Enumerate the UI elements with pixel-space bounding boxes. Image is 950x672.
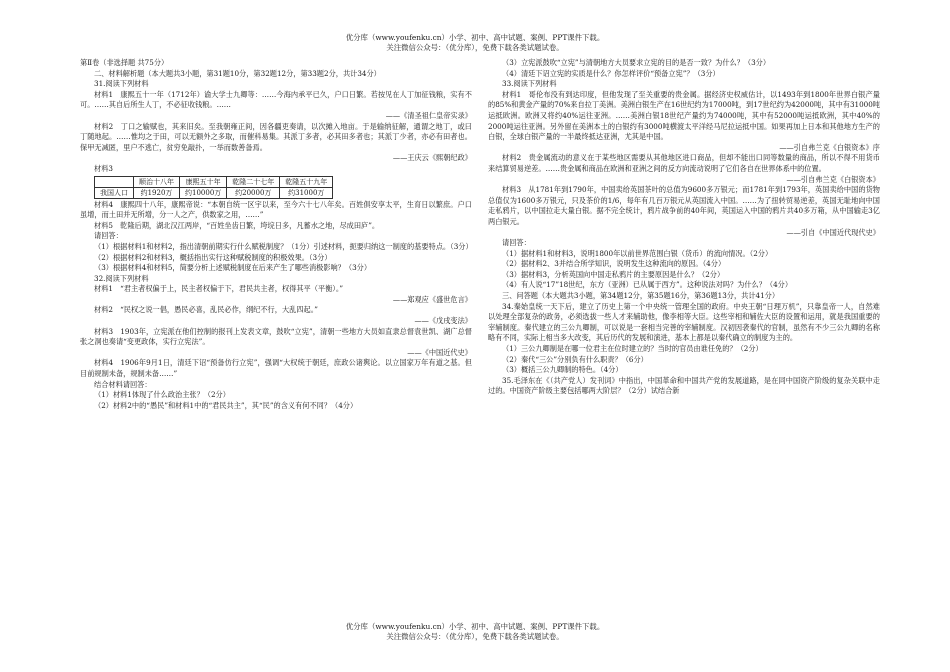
- header-line-2: 关注微信公众号：（优分库），免费下载各类试题试卷。: [386, 43, 564, 52]
- q34-question-1: （1）三公九卿制是在哪一位君主在位时建立的？当时的官员由谁任免的？（2分）: [502, 344, 763, 354]
- table-cell: 顺治十八年: [134, 176, 180, 187]
- q32-material-4: 材料4 1906年9月1日，清廷下诏“预备仿行立宪”，强调“大权统于朝廷，庶政公诸舆论。以立国家万年有道之基。但目前规制未备，规制未备……”: [80, 358, 472, 379]
- q34-text: 34.秦始皇统一天下后，建立了历史上第一个中央统一管理全国的政府。中央王朝“日理万机”，只靠皇帝一人，自然难以处理全部复杂的政务，必须选拔一些人才来辅助他，像李相等大臣。这些宰相和辅佐大臣的设置和运用，就是我国重要的宰辅制度。秦代建立的三公九卿制，可以说是一套相当完善的宰辅制度。汉初因袭秦代的官制，虽然有不少三公九卿的名称略有不同，实际上相当多大改变，其后历代的发展和演进，基本上都是以秦代确立的制度为主的。: [488, 301, 880, 343]
- section-3-title: 三、问答题（本大题共3小题，第34题12分，第35题16分，第36题13分，共计41分）: [502, 291, 780, 301]
- q32-title: 32.阅读下列材料: [94, 273, 149, 283]
- q34-question-2: （2）秦代“三公”分别负有什么职责？（6分）: [502, 354, 648, 364]
- left-column: [80, 58, 472, 411]
- page-footer: [0, 622, 950, 642]
- q31-question-2: （2）根据材料2和材料3，概括指出实行这种赋税制度的积极效果。（3分）: [94, 252, 332, 262]
- q32-question-1: （1）材料1体现了什么政治主张？（2分）: [94, 390, 230, 400]
- table-cell: 我国人口: [95, 187, 134, 198]
- q31-material-1: 材料1 康熙五十一年（1712年）谕大学士九卿等：……今海内承平已久，户口日繁。若按见在人丁加征钱粮，实有不可。……其自后所生人丁，不必征收钱粮。……: [80, 89, 472, 110]
- q32-question-4: （4）清廷下诏立宪的实质是什么？你怎样评价“预备立宪”？（3分）: [502, 68, 720, 78]
- q33-material-3: 材料3 从1781年到1790年，中国卖给英国茶叶的总值为9600多万银元；而1781年到1793年，英国卖给中国的货物总值仅为1600多万银元，只及茶价的1/6，每年有几百万银元从英国流入中国。……为了扭转贸易逆差，英国无耻地向中国走私鸦片，以中国拉走大量白银。据不完全统计，鸦片战争前的40年间，英国运入中国的鸦片共40多万箱，从中国输走3亿两白银元。: [488, 185, 880, 226]
- q33-material-2-source: ——引自弗兰克《白银资本》: [786, 174, 880, 184]
- q32-question-2: （2）材料2中的“愚民”和材料1中的“君民共主”，其“民”的含义有何不同？（4分）: [94, 400, 358, 410]
- table-row: [95, 176, 333, 187]
- q32-material-1-source: ——郑观应《盛世危言》: [392, 294, 472, 304]
- q33-material-1: 材料1 哥伦布没有到达印度，但他发现了至关重要的贵金属。据经济史权威估计，以1493年到1800年世界白银产量的85%和黄金产量的70%来自拉丁美洲。美洲白银生产在16世纪约为17000吨，到17世纪约为42000吨，其中有31000吨运抵欧洲。欧洲又将约40%运往亚洲。……美洲白银18世纪产量约为74000吨，其中有52000吨运抵欧洲，其中40%的2000吨运往亚洲。另外留在美洲本土的白银约有3000吨横渡太平洋经马尼拉运抵中国。如果再加上日本和其他地方生产的白银，全球白银产量的一半最终抵达亚洲，尤其是中国。: [488, 89, 880, 142]
- table-cell: 康熙五十年: [180, 176, 227, 187]
- volume-title: 第Ⅱ卷（非选择题 共75分）: [80, 58, 169, 67]
- q32-question-3: （3）立宪派鼓吹“立宪”与清朝地方大员要求立宪的目的是否一致？为什么？（3分）: [502, 58, 771, 67]
- table-cell: 约1920万: [134, 187, 180, 198]
- q33-ask: 请回答：: [502, 238, 531, 248]
- table-cell: [95, 176, 134, 187]
- right-column: [488, 58, 880, 397]
- q32-material-2-source: ——《戊戌变法》: [414, 316, 472, 326]
- q31-title: 31.阅读下列材料: [94, 79, 149, 89]
- q31-material-4: 材料4 康熙四十八年，康熙帝说：“本朝自统一区宇以来，至今六十七八年矣。百姓俱安享太平，生育日以繁庶。户口虽增，而土田并无所增，分一人之产，供数家之用，……”: [80, 199, 472, 220]
- population-table: [94, 176, 333, 199]
- q33-question-1: （1）据材料1和材料3，说明1800年以前世界范围白银（货币）的流向情况。（2分）: [502, 248, 773, 258]
- table-cell: 约31000万: [280, 187, 333, 198]
- page-header: [0, 33, 950, 53]
- footer-line-2: 关注微信公众号：（优分库），免费下载各类试题试卷。: [386, 632, 564, 641]
- table-row: [95, 187, 333, 198]
- header-line-1: 优分库（www.youfenku.cn）小学、初中、高中试题、案例、PPT课件下载。: [345, 33, 605, 42]
- q32-material-2: 材料2 “民权之说一倡，愚民必喜，乱民必作，纲纪不行，大乱四起。”: [94, 305, 318, 315]
- q32-ask: 结合材料请回答：: [94, 379, 152, 389]
- footer-line-1: 优分库（www.youfenku.cn）小学、初中、高中试题、案例、PPT课件下载。: [345, 622, 605, 631]
- table-cell: 约20000万: [227, 187, 280, 198]
- q31-question-3: （3）根据材料4和材料5，简要分析上述赋税制度在后来产生了哪些消极影响？（3分）: [94, 263, 372, 273]
- table-cell: 约10000万: [180, 187, 227, 198]
- q34-question-3: （3）概括三公九卿制的特色。（4分）: [502, 365, 623, 375]
- q33-material-1-source: ——引自弗兰克《白银资本》序: [779, 142, 880, 152]
- section-2-title: 二、材料解析题（本大题共3小题，第31题10分，第32题12分，第33题2分，共计34分）: [94, 68, 381, 78]
- q31-material-2: 材料2 丁口之输赋也，其来旧矣。至我朝雍正间，因各疆吏奏请，以次摊入地亩。于是输纳征解，通谓之地丁，或曰丁随地起。……惟均之于田，可以无额外之多取，而催科易集。其派丁多者，必其田多者也；其派丁少者，亦必有田者也。保甲无减匿，里户不逃亡，贫穷免敲扑，一举而数善备焉。: [80, 121, 472, 152]
- q31-ask: 请回答：: [94, 231, 123, 241]
- q31-material-5: 材料5 乾隆后期，湖北汉江两岸，“百姓坐齿日繁，垮垸日多，凡蓄水之地，尽成田庐”。: [94, 220, 380, 230]
- q33-title: 33.阅读下列材料: [502, 79, 557, 89]
- q33-question-3: （3）据材料3，分析英国向中国走私鸦片的主要原因是什么？（2分）: [502, 269, 725, 279]
- q31-material-3-title: 材料3: [94, 163, 113, 173]
- q33-material-2: 材料2 贵金属流动的意义在于某些地区需要从其他地区进口商品，但却不能出口同等数量的商品，所以不得不用货币来结算贸易逆差。……贵金属和商品在欧洲和亚洲之间的反方向流动说明了它们各自在世界体系中的位置。: [488, 153, 880, 173]
- q33-question-4: （4）有人说“17”18世纪，东方（亚洲）已从属于西方”。这种说法对吗？为什么？（4分）: [502, 280, 793, 290]
- q33-material-3-source: ——引自《中国近代现代史》: [786, 227, 880, 237]
- q31-material-2-source: ——王庆云《熙朝纪政》: [392, 153, 472, 163]
- table-cell: 乾隆二十七年: [227, 176, 280, 187]
- q31-material-1-source: ——《清圣祖仁皇帝实录》: [385, 110, 472, 120]
- q35-text: 35.毛泽东在《（共产党人）发刊词》中指出，中国革命和中国共产党的发展道路，是在同中国资产阶级的复杂关联中走过的。中国资产阶级主要包括哪两大阶层？（2分）试结合新: [488, 375, 880, 396]
- q33-question-2: （2）据材料2、3并结合所学知识，说明发生这种流向的原因。（4分）: [502, 259, 726, 269]
- q32-material-1: 材料1 “君主者权偏于上，民主者权偏于下，君民共主者，权得其平（平衡）。”: [94, 284, 344, 294]
- q32-material-3: 材料3 1903年，立宪派在他们控制的报刊上发表文章，鼓吹“立宪”，清朝一些地方大员如直隶总督袁世凯、湖广总督张之洞也奏请“变更政体，实行立宪法”。: [80, 326, 472, 347]
- q31-question-1: （1）根据材料1和材料2，指出清朝前期实行什么赋税制度？（1分）引述材料，扼要归纳这一制度的基要特点。（3分）: [94, 241, 473, 251]
- table-cell: 乾隆五十九年: [280, 176, 333, 187]
- q32-material-3-source: ——《中国近代史》: [407, 347, 472, 357]
